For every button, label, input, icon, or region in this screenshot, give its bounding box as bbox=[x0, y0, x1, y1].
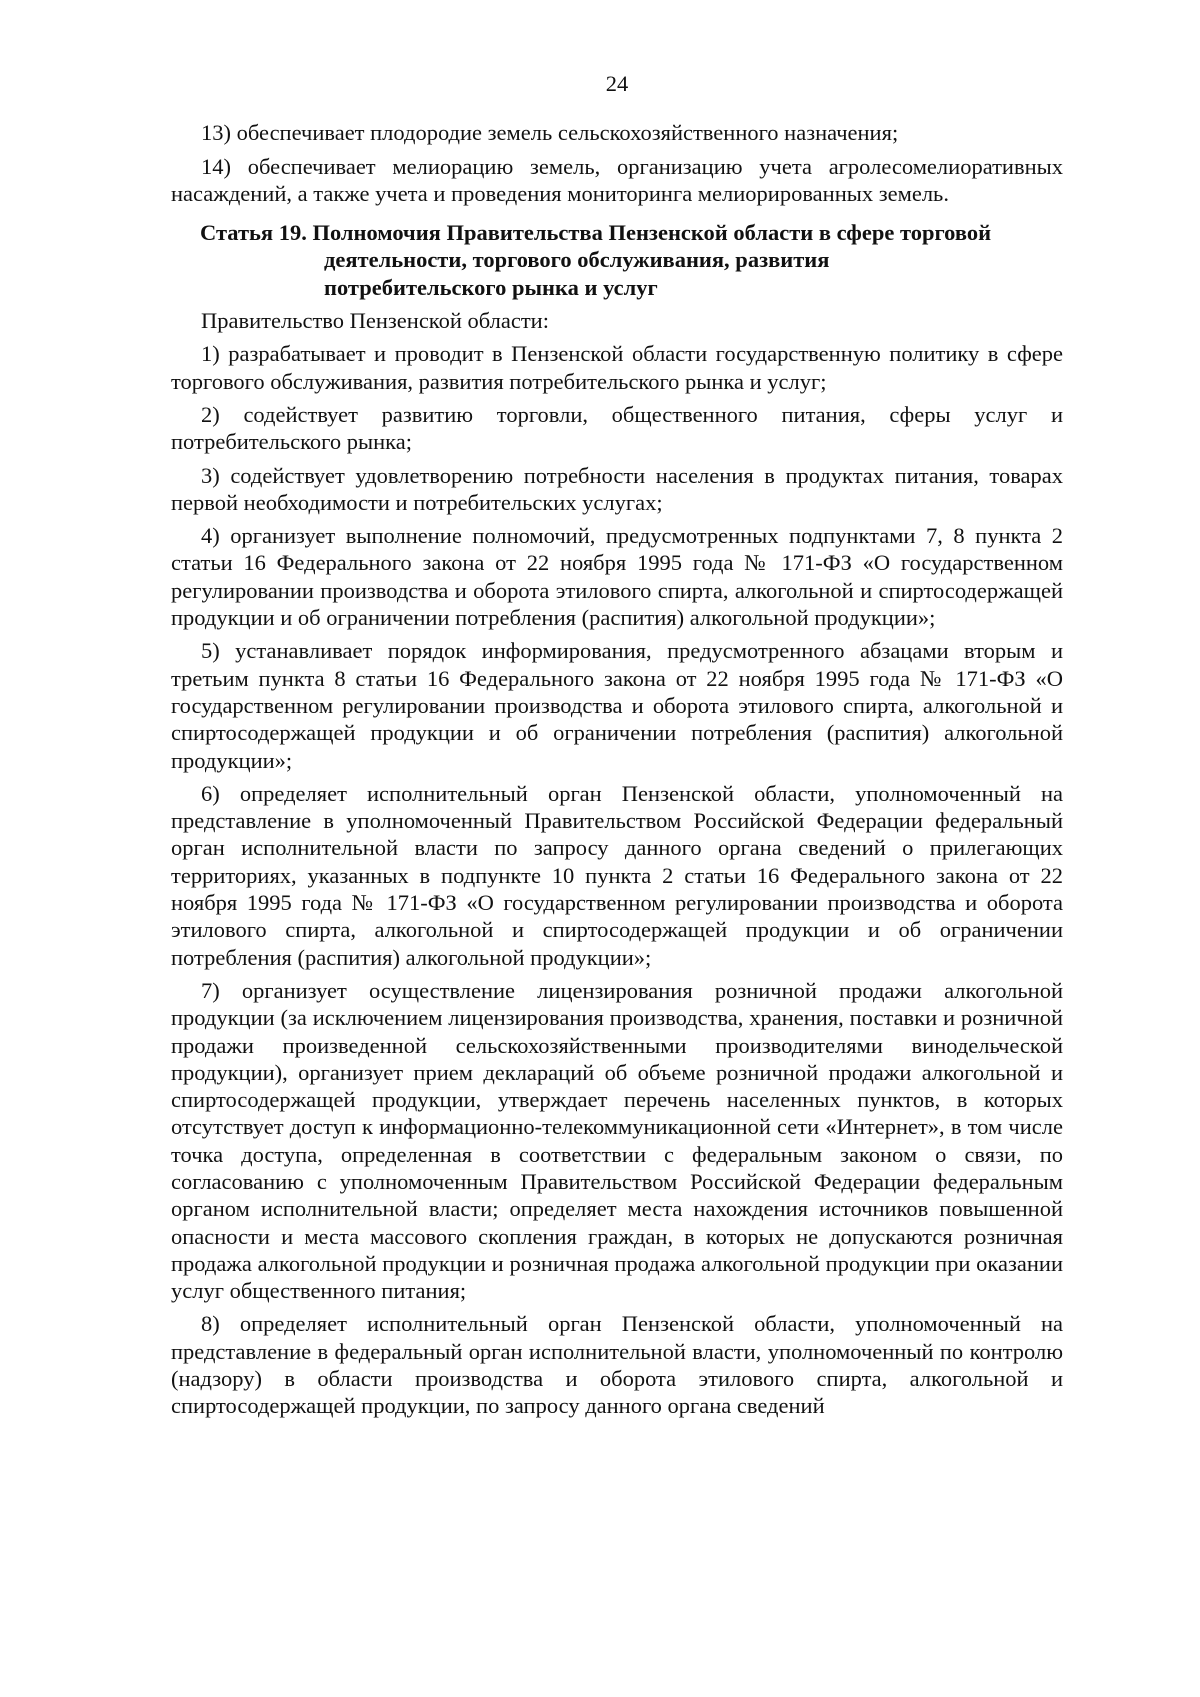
document-page bbox=[171, 70, 1063, 1426]
article-heading-line-3: потребительского рынка и услуг bbox=[324, 274, 658, 300]
paragraph-item-1: 1) разрабатывает и проводит в Пензенской области государственную политику в сфере торгового обслуживания, развития потребительского рынка и услуг; bbox=[171, 341, 1063, 394]
paragraph-item-7: 7) организует осуществление лицензирования розничной продажи алкогольной продукции (за исключением лицензирования производства, хранения, поставки и розничной продажи произведенной сельскохозяйственными производителями винодельческой продукции), организует прием деклараций об объеме розничной продажи алкогольной и спиртосодержащей продукции, утверждает перечень населенных пунктов, в которых отсутствует доступ к информационно-телекоммуникационной сети «Интернет», в том числе точка доступа, определенная в соответствии с федеральным законом о связи, по согласованию с уполномоченным Правительством Российской Федерации федеральным органом исполнительной власти; определяет места нахождения источников повышенной опасности и места массового скопления граждан, в которых не допускаются розничная продажа алкогольной продукции и розничная продажа алкогольной продукции при оказании услуг общественного питания; bbox=[171, 977, 1063, 1304]
paragraph-item-4: 4) организует выполнение полномочий, предусмотренных подпунктами 7, 8 пункта 2 статьи 16 Федерального закона от 22 ноября 1995 года № 171-ФЗ «О государственном регулировании производства и оборота этилового спирта, алкогольной и спиртосодержащей продукции и об ограничении потребления (распития) алкогольной продукции»; bbox=[171, 523, 1063, 631]
paragraph-item-6: 6) определяет исполнительный орган Пензенской области, уполномоченный на представление в уполномоченный Правительством Российской Федерации федеральный орган исполнительной власти по запросу данного органа сведений о прилегающих территориях, указанных в подпункте 10 пункта 2 статьи 16 Федерального закона от 22 ноября 1995 года № 171-ФЗ «О государственном регулировании производства и оборота этилового спирта, алкогольной и спиртосодержащей продукции и об ограничении потребления (распития) алкогольной продукции»; bbox=[171, 780, 1063, 970]
article-19-heading bbox=[171, 219, 1063, 301]
article-heading-line-1: Статья 19. Полномочия Правительства Пензенской области в сфере торговой bbox=[200, 220, 992, 246]
page-number: 24 bbox=[605, 71, 629, 96]
article-heading-line-2: деятельности, торгового обслуживания, развития bbox=[324, 247, 830, 273]
paragraph-item-13: 13) обеспечивает плодородие земель сельскохозяйственного назначения; bbox=[201, 120, 899, 146]
paragraph-item-5: 5) устанавливает порядок информирования, предусмотренного абзацами вторым и третьим пункта 8 статьи 16 Федерального закона от 22 ноября 1995 года № 171-ФЗ «О государственном регулировании производства и оборота этилового спирта, алкогольной и спиртосодержащей продукции и об ограничении потребления (распития) алкогольной продукции»; bbox=[171, 638, 1063, 773]
paragraph-item-8: 8) определяет исполнительный орган Пензенской области, уполномоченный на представление в федеральный орган исполнительной власти, уполномоченный по контролю (надзору) в области производства и оборота этилового спирта, алкогольной и спиртосодержащей продукции, по запросу данного органа сведений bbox=[171, 1311, 1063, 1419]
paragraph-item-3: 3) содействует удовлетворению потребности населения в продуктах питания, товарах первой необходимости и потребительских услугах; bbox=[171, 462, 1063, 515]
paragraph-intro: Правительство Пензенской области: bbox=[201, 308, 549, 334]
paragraph-item-14: 14) обеспечивает мелиорацию земель, организацию учета агролесомелиоративных насаждений, а также учета и проведения мониторинга мелиорированных земель. bbox=[171, 153, 1063, 206]
paragraph-item-2: 2) содействует развитию торговли, общественного питания, сферы услуг и потребительского рынка; bbox=[171, 401, 1063, 455]
